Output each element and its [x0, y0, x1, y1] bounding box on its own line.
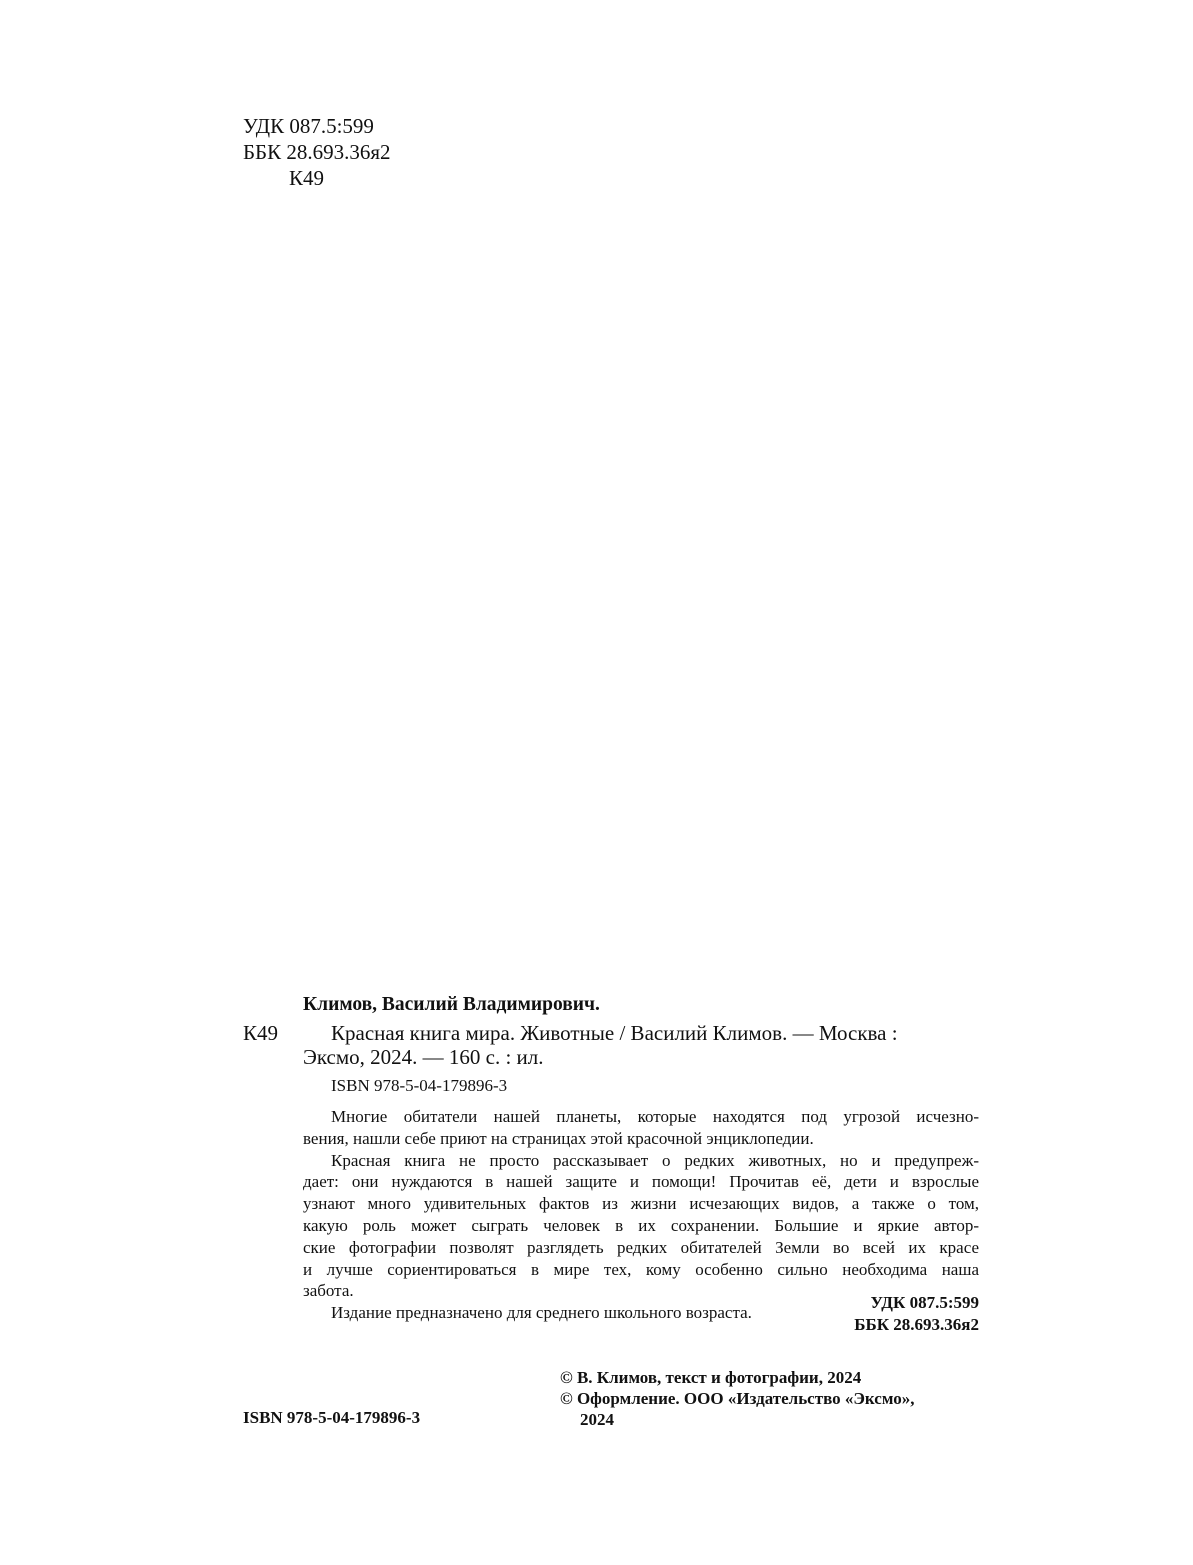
bottom-classification-codes: [854, 1292, 979, 1336]
record-author-mark: К49: [243, 1021, 279, 1045]
udk-code-bottom: УДК 087.5:599: [870, 1293, 979, 1312]
annotation-line: Издание предназначено для среднего школьного возраста.: [331, 1303, 752, 1323]
annotation-line: забота.: [303, 1281, 354, 1301]
annotation-line: и лучше сориентироваться в мире тех, кому особенно сильно необходима наша: [303, 1259, 979, 1279]
isbn-bottom: ISBN 978-5-04-179896-3: [243, 1408, 421, 1427]
annotation-line: какую роль может сыграть человек в их сохранении. Большие и яркие автор-: [303, 1215, 979, 1235]
annotation-line: Красная книга не просто рассказывает о редких животных, но и предупреж-: [331, 1150, 979, 1170]
record-isbn: ISBN 978-5-04-179896-3: [331, 1076, 508, 1095]
top-classification-codes: [243, 113, 391, 191]
annotation-paragraph-1: [303, 1106, 979, 1150]
bbk-code-bottom: ББК 28.693.36я2: [854, 1315, 979, 1334]
udk-code: УДК 087.5:599: [243, 114, 374, 138]
copyright-block: [560, 1367, 914, 1430]
annotation-line: узнают много удивительных фактов из жизни исчезающих видов, а также о том,: [303, 1194, 979, 1214]
author-mark: К49: [289, 166, 325, 190]
record-title-line-1: Красная книга мира. Животные / Василий Климов. — Москва :: [331, 1021, 898, 1045]
annotation-line: Многие обитатели нашей планеты, которые находятся под угрозой исчезно-: [331, 1107, 979, 1126]
annotation-line: вения, нашли себе приют на страницах этой красочной энциклопедии.: [303, 1128, 814, 1148]
copyright-line-2: © Оформление. ООО «Издательство «Эксмо»,: [560, 1389, 915, 1408]
bbk-code: ББК 28.693.36я2: [243, 140, 391, 164]
copyright-line-3: 2024: [580, 1410, 614, 1429]
annotation-paragraph-2: [303, 1150, 979, 1303]
copyright-line-1: © В. Климов, текст и фотографии, 2024: [560, 1368, 862, 1387]
annotation-line: ские фотографии позволят разглядеть редких обитателей Земли во всей их красе: [303, 1237, 979, 1257]
annotation-line: дает: они нуждаются в нашей защите и помощи! Прочитав её, дети и взрослые: [303, 1172, 979, 1192]
record-title-line-2: Эксмо, 2024. — 160 с. : ил.: [303, 1045, 544, 1069]
record-author: Климов, Василий Владимирович.: [303, 994, 600, 1015]
